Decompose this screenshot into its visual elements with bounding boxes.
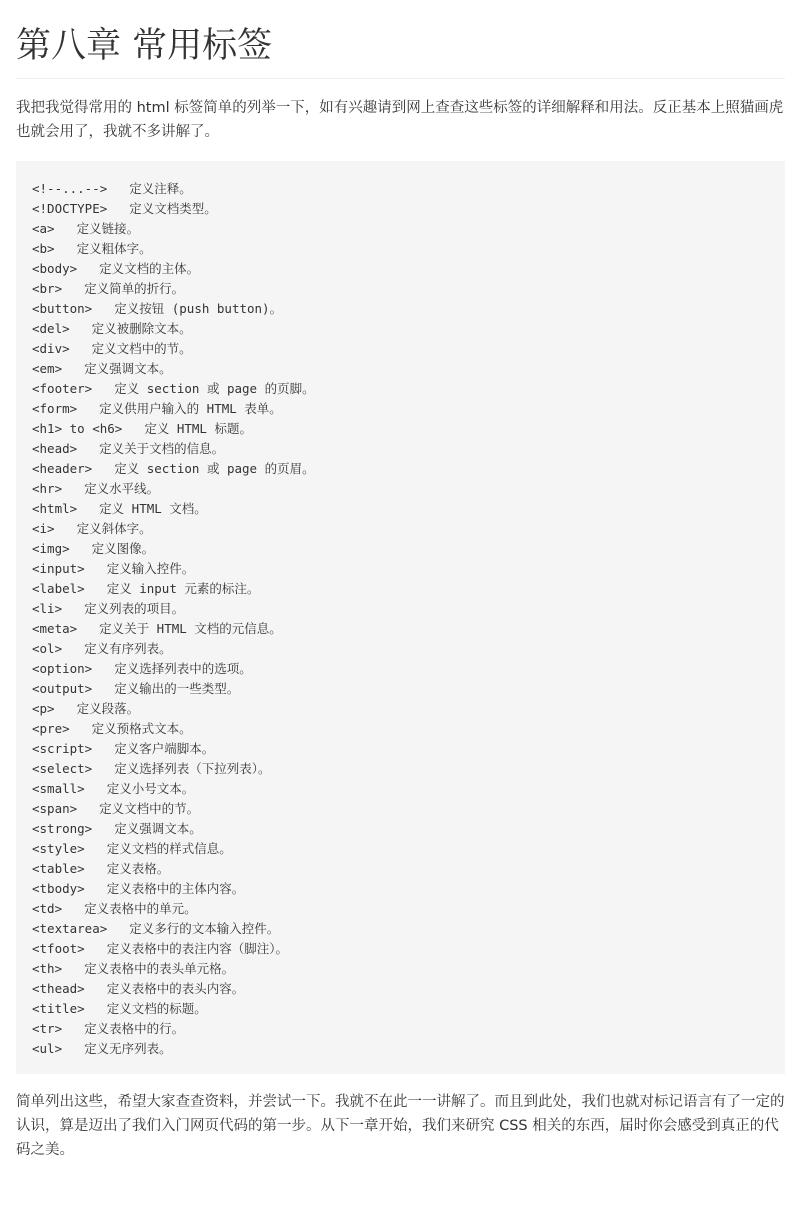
tag-description: 定义按钮 (push button)。 [114, 301, 283, 316]
tag-name: <small> [32, 781, 85, 796]
code-line [32, 319, 785, 339]
tag-description: 定义表格中的表头内容。 [106, 981, 245, 996]
tag-description: 定义表格中的单元。 [84, 901, 197, 916]
tag-description: 定义 HTML 标题。 [144, 421, 252, 436]
tag-name: <meta> [32, 621, 78, 636]
tag-description: 定义表格中的主体内容。 [106, 881, 245, 896]
code-line [32, 799, 785, 819]
code-line [32, 519, 785, 539]
code-line [32, 899, 785, 919]
tag-description: 定义选择列表中的选项。 [114, 661, 252, 676]
tag-name: <button> [32, 301, 93, 316]
tag-name: <b> [32, 241, 55, 256]
tag-name: <input> [32, 561, 85, 576]
tag-name: <script> [32, 741, 93, 756]
code-line [32, 739, 785, 759]
tag-description: 定义关于 HTML 文档的元信息。 [99, 621, 282, 636]
code-line [32, 479, 785, 499]
code-line [32, 239, 785, 259]
code-line [32, 1039, 785, 1059]
code-line [32, 819, 785, 839]
tag-name: <html> [32, 501, 78, 516]
tag-name: <footer> [32, 381, 93, 396]
code-line [32, 679, 785, 699]
tag-name: <span> [32, 801, 78, 816]
page-title: 第八章 常用标签 [16, 0, 785, 79]
tag-description: 定义有序列表。 [84, 641, 172, 656]
code-line [32, 959, 785, 979]
tag-name: <a> [32, 221, 55, 236]
code-line [32, 559, 785, 579]
tag-description: 定义表格中的行。 [84, 1021, 185, 1036]
tag-name: <form> [32, 401, 78, 416]
tag-description: 定义 HTML 文档。 [99, 501, 207, 516]
code-line [32, 979, 785, 999]
tag-name: <title> [32, 1001, 85, 1016]
tag-name: <table> [32, 861, 85, 876]
tag-name: <i> [32, 521, 55, 536]
tag-name: <th> [32, 961, 63, 976]
tag-description: 定义 section 或 page 的页脚。 [114, 381, 315, 396]
tag-description: 定义预格式文本。 [91, 721, 192, 736]
code-line [32, 439, 785, 459]
tag-description: 定义输出的一些类型。 [114, 681, 240, 696]
code-line [32, 719, 785, 739]
tag-name: <ul> [32, 1041, 63, 1056]
tag-description: 定义强调文本。 [114, 821, 202, 836]
code-line [32, 219, 785, 239]
tag-name: <thead> [32, 981, 85, 996]
tag-name: <td> [32, 901, 63, 916]
tag-name: <tbody> [32, 881, 85, 896]
tag-name: <hr> [32, 481, 63, 496]
intro-paragraph: 我把我觉得常用的 html 标签简单的列举一下，如有兴趣请到网上查查这些标签的详细解释和用法。反正基本上照猫画虎也就会用了，我就不多讲解了。 [16, 100, 784, 140]
code-line [32, 179, 785, 199]
tag-description: 定义链接。 [76, 221, 140, 236]
tag-description: 定义客户端脚本。 [114, 741, 215, 756]
tag-description: 定义表格。 [106, 861, 170, 876]
tag-name: <h1> to <h6> [32, 421, 123, 436]
code-line [32, 759, 785, 779]
code-line [32, 839, 785, 859]
code-line [32, 659, 785, 679]
tag-description: 定义段落。 [76, 701, 140, 716]
tag-name: <strong> [32, 821, 93, 836]
code-line [32, 339, 785, 359]
tag-description: 定义水平线。 [84, 481, 160, 496]
tag-description: 定义输入控件。 [106, 561, 195, 576]
code-line [32, 579, 785, 599]
code-line [32, 619, 785, 639]
tag-name: <tfoot> [32, 941, 85, 956]
tag-description: 定义图像。 [91, 541, 155, 556]
code-line [32, 599, 785, 619]
tag-description: 定义文档的样式信息。 [106, 841, 232, 856]
tag-description: 定义注释。 [129, 181, 192, 196]
tag-description: 定义列表的项目。 [84, 601, 185, 616]
code-line [32, 639, 785, 659]
tag-name: <div> [32, 341, 70, 356]
tag-description: 定义选择列表（下拉列表）。 [114, 761, 271, 776]
outro-paragraph: 简单列出这些，希望大家查查资料，并尝试一下。我就不在此一一讲解了。而且到此处，我们也就对标记语言有了一定的认识，算是迈出了我们入门网页代码的第一步。从下一章开始，我们来研究 CSS 相关的东西，届时你会感受到真正的代码之美。 [16, 1094, 785, 1158]
code-line [32, 699, 785, 719]
tag-description: 定义文档中的节。 [91, 341, 192, 356]
tag-name: <output> [32, 681, 93, 696]
tag-name: <option> [32, 661, 93, 676]
code-line [32, 379, 785, 399]
tag-name: <style> [32, 841, 85, 856]
code-line [32, 999, 785, 1019]
code-line [32, 459, 785, 479]
code-line [32, 359, 785, 379]
tag-name: <ol> [32, 641, 63, 656]
tag-description: 定义强调文本。 [84, 361, 172, 376]
tag-name: <!--...--> [32, 181, 108, 196]
tag-description: 定义 section 或 page 的页眉。 [114, 461, 315, 476]
tag-description: 定义小号文本。 [106, 781, 195, 796]
tag-description: 定义文档的标题。 [106, 1001, 207, 1016]
code-block [16, 161, 785, 1074]
tag-name: <em> [32, 361, 63, 376]
tag-name: <!DOCTYPE> [32, 201, 108, 216]
tag-description: 定义文档的主体。 [99, 261, 200, 276]
tag-description: 定义斜体字。 [76, 521, 152, 536]
tag-description: 定义粗体字。 [76, 241, 152, 256]
tag-name: <p> [32, 701, 55, 716]
tag-name: <del> [32, 321, 70, 336]
tag-description: 定义文档中的节。 [99, 801, 200, 816]
tag-name: <body> [32, 261, 78, 276]
code-line [32, 879, 785, 899]
tag-name: <textarea> [32, 921, 108, 936]
tag-name: <header> [32, 461, 93, 476]
tag-name: <select> [32, 761, 93, 776]
tag-description: 定义多行的文本输入控件。 [129, 921, 280, 936]
tag-description: 定义无序列表。 [84, 1041, 172, 1056]
code-line [32, 299, 785, 319]
tag-description: 定义文档类型。 [129, 201, 217, 216]
tag-name: <label> [32, 581, 85, 596]
code-line [32, 279, 785, 299]
tag-description: 定义关于文档的信息。 [99, 441, 225, 456]
tag-name: <tr> [32, 1021, 63, 1036]
code-line [32, 419, 785, 439]
code-line [32, 1019, 785, 1039]
code-line [32, 939, 785, 959]
code-line [32, 779, 785, 799]
tag-description: 定义简单的折行。 [84, 281, 185, 296]
tag-name: <img> [32, 541, 70, 556]
code-line [32, 199, 785, 219]
code-line [32, 499, 785, 519]
tag-name: <li> [32, 601, 63, 616]
tag-description: 定义供用户输入的 HTML 表单。 [99, 401, 282, 416]
tag-name: <head> [32, 441, 78, 456]
code-line [32, 539, 785, 559]
code-line [32, 259, 785, 279]
code-line [32, 399, 785, 419]
tag-description: 定义表格中的表注内容（脚注）。 [106, 941, 288, 956]
code-line [32, 859, 785, 879]
tag-description: 定义 input 元素的标注。 [106, 581, 260, 596]
code-line [32, 919, 785, 939]
tag-name: <pre> [32, 721, 70, 736]
tag-description: 定义表格中的表头单元格。 [84, 961, 235, 976]
tag-description: 定义被删除文本。 [91, 321, 192, 336]
article [16, 0, 785, 1158]
tag-name: <br> [32, 281, 63, 296]
